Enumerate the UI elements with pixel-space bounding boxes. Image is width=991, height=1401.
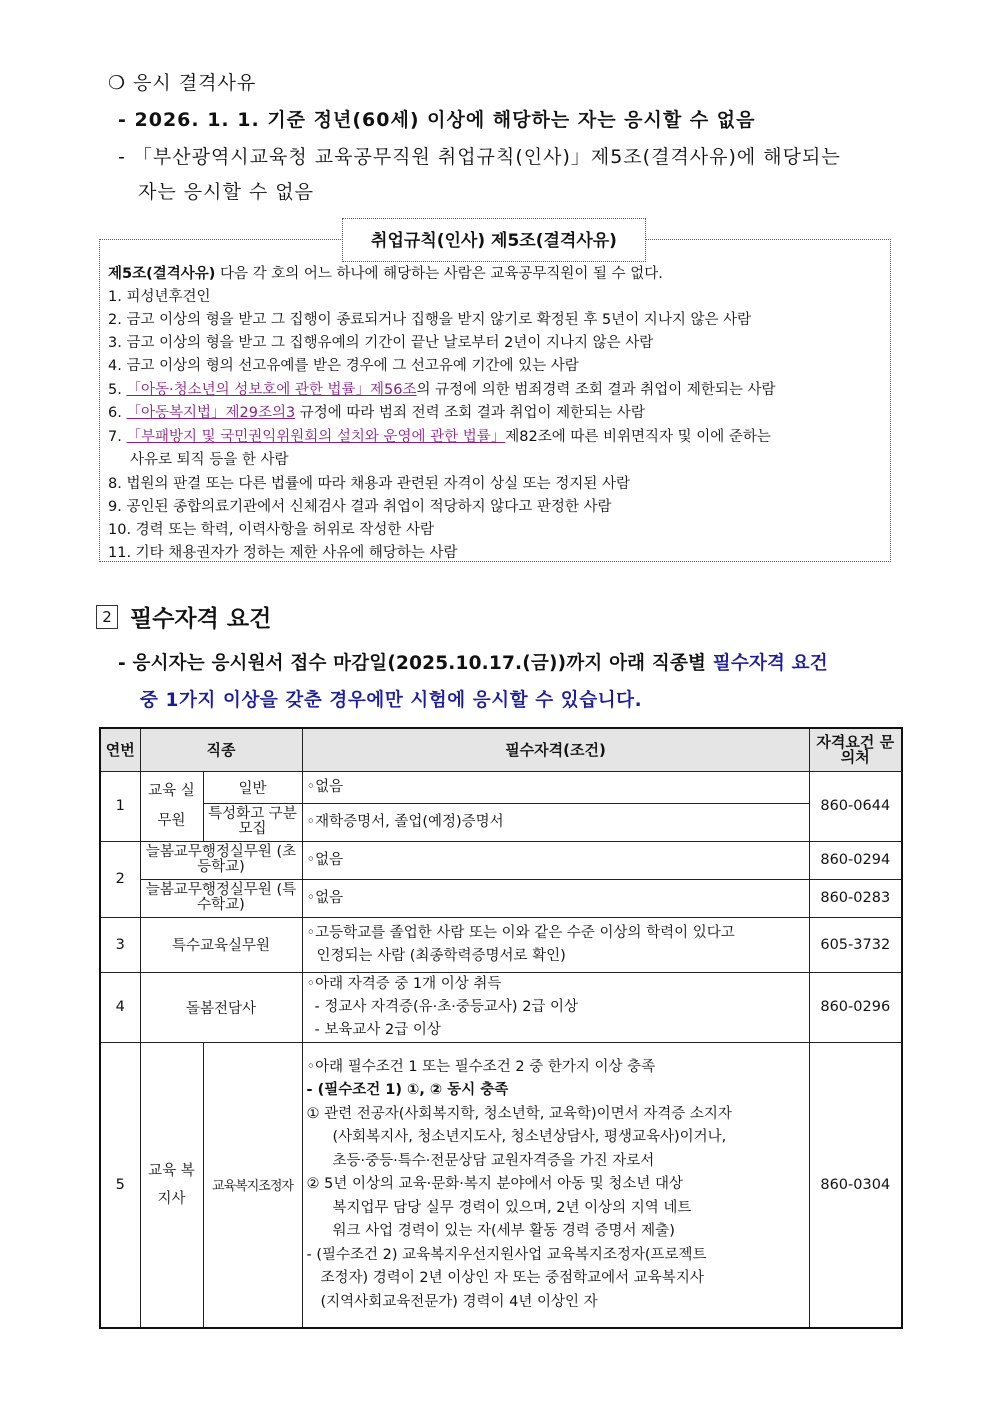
section-desc-a-text: - 응시자는 응시원서 접수 마감일(2025.10.17.(금))까지 아래 직종별	[118, 653, 713, 674]
requirements-table	[99, 727, 903, 1329]
row-req: ◦없음	[302, 771, 809, 803]
table-row	[100, 879, 902, 917]
rule-box-title: 취업규칙(인사) 제5조(결격사유)	[342, 218, 646, 262]
row-no: 4	[100, 972, 140, 1042]
rule-item-5-num: 5.	[108, 382, 127, 398]
row-contact: 605-3732	[809, 917, 902, 972]
rule-item-7	[108, 425, 771, 446]
table-row	[100, 1042, 902, 1328]
rule-item: 4. 금고 이상의 형의 선고유예를 받은 경우에 그 선고유예 기간에 있는 사람	[108, 358, 579, 374]
row-req-line: - (필수조건 1) ①, ② 동시 충족	[306, 1082, 509, 1098]
table-row	[100, 803, 902, 841]
section-number-box: 2	[96, 605, 118, 629]
row-req-line: ◦고등학교를 졸업한 사람 또는 이와 같은 수준 이상의 학력이 있다고	[306, 924, 735, 941]
header-job: 직종	[140, 728, 302, 771]
law-link-child-welfare[interactable]: 「아동복지법」제29조의3	[126, 405, 296, 421]
row-job: 특수교육실무원	[140, 917, 302, 972]
rule-item: 11. 기타 채용권자가 정하는 제한 사유에 해당하는 사람	[108, 545, 458, 561]
row-sub: 특성화고 구분 모집	[203, 803, 302, 841]
header-no: 연번	[100, 728, 140, 771]
row-req-line: ① 관련 전공자(사회복지학, 청소년학, 교육학)이면서 자격증 소지자	[306, 1105, 732, 1122]
rule-item: 1. 피성년후견인	[108, 289, 211, 305]
row-group: 교육 복지사	[140, 1042, 203, 1328]
rule-item-7-num: 7.	[108, 429, 127, 445]
row-req	[302, 1042, 809, 1328]
rule-item-6	[108, 401, 645, 422]
row-req: ◦없음	[302, 841, 809, 879]
row-job: 돌봄전담사	[140, 972, 302, 1042]
section-desc-b: 중 1가지 이상을 갖춘 경우에만 시험에 응시할 수 있습니다.	[140, 690, 643, 711]
row-no: 3	[100, 917, 140, 972]
rule-lead	[108, 262, 663, 283]
row-req-line: 복지업무 담당 실무 경력이 있으며, 2년 이상의 지역 네트	[332, 1199, 692, 1216]
disqualify-heading: ❍ 응시 결격사유	[108, 72, 257, 94]
header-contact: 자격요건 문의처	[809, 728, 902, 771]
row-req-line: - (필수조건 2) 교육복지우선지원사업 교육복지조정자(프로젝트	[306, 1246, 707, 1263]
disqualify-item-age: - 2026. 1. 1. 기준 정년(60세) 이상에 해당하는 자는 응시할 수 없음	[118, 109, 756, 131]
law-link-anti-corruption[interactable]: 「부패방지 및 국민권익위원회의 설치와 운영에 관한 법률」	[126, 429, 506, 445]
row-no: 1	[100, 771, 140, 841]
row-req-line: - 보육교사 2급 이상	[314, 1021, 441, 1038]
row-job: 늘봄교무행정실무원 (특수학교)	[140, 879, 302, 917]
row-req-line: (지역사회교육전문가) 경력이 4년 이상인 자	[320, 1293, 598, 1310]
row-req: ◦없음	[302, 879, 809, 917]
row-no: 5	[100, 1042, 140, 1328]
row-req-line: 조정자) 경력이 2년 이상인 자 또는 중점학교에서 교육복지사	[320, 1270, 704, 1286]
table-row	[100, 771, 902, 803]
rule-item-6-text: 규정에 따라 범죄 전력 조회 결과 취업이 제한되는 사람	[295, 405, 645, 421]
header-req: 필수자격(조건)	[302, 728, 809, 771]
row-contact: 860-0296	[809, 972, 902, 1042]
row-req-line: 초등·중등·특수·전문상담 교원자격증을 가진 자로서	[332, 1152, 655, 1169]
row-no: 2	[100, 841, 140, 917]
rule-item: 9. 공인된 종합의료기관에서 신체검사 결과 취업이 적당하지 않다고 판정한 사람	[108, 499, 612, 515]
row-req	[302, 917, 809, 972]
rule-item-6-num: 6.	[108, 405, 127, 421]
table-header-row	[100, 728, 902, 771]
law-link-youth-protection[interactable]: 「아동·청소년의 성보호에 관한 법률」제56조	[126, 382, 417, 398]
rule-item-5-text: 의 규정에 의한 범죄경력 조회 결과 취업이 제한되는 사람	[416, 382, 776, 398]
rule-item: 2. 금고 이상의 형을 받고 그 집행이 종료되거나 집행을 받지 않기로 확정된 후 5년이 지나지 않은 사람	[108, 312, 752, 328]
rule-item-7-cont: 사유로 퇴직 등을 한 사람	[130, 452, 289, 468]
section-desc-a-highlight: 필수자격 요건	[712, 653, 828, 674]
row-req-line: ◦아래 필수조건 1 또는 필수조건 2 중 한가지 이상 충족	[306, 1058, 656, 1075]
row-contact: 860-0294	[809, 841, 902, 879]
row-req: ◦재학증명서, 졸업(예정)증명서	[302, 803, 809, 841]
row-sub: 일반	[203, 771, 302, 803]
disqualify-item-rule-b: 자는 응시할 수 없음	[138, 181, 314, 203]
table-row	[100, 917, 902, 972]
row-contact: 860-0304	[809, 1042, 902, 1328]
row-job: 교육복지조정자	[203, 1042, 302, 1328]
row-group: 교육 실무원	[140, 771, 203, 841]
row-req	[302, 972, 809, 1042]
rule-item-5	[108, 378, 776, 399]
row-contact: 860-0283	[809, 879, 902, 917]
row-req-line: 인정되는 사람 (최종학력증명서로 확인)	[316, 947, 566, 964]
rule-item-7-text: 제82조에 따른 비위면직자 및 이에 준하는	[505, 429, 771, 445]
rule-lead-article: 제5조(결격사유)	[108, 266, 216, 282]
row-req-line: - 정교사 자격증(유·초·중등교사) 2급 이상	[314, 998, 579, 1015]
row-req-line: ◦아래 자격증 중 1개 이상 취득	[306, 975, 502, 992]
section-title: 필수자격 요건	[130, 606, 272, 632]
rule-lead-text: 다음 각 호의 어느 하나에 해당하는 사람은 교육공무직원이 될 수 없다.	[215, 266, 663, 282]
rule-item: 10. 경력 또는 학력, 이력사항을 허위로 작성한 사람	[108, 522, 435, 538]
row-req-line: 워크 사업 경력이 있는 자(세부 활동 경력 증명서 제출)	[332, 1223, 675, 1239]
row-job: 늘봄교무행정실무원 (초등학교)	[140, 841, 302, 879]
disqualify-item-rule-a: - 「부산광역시교육청 교육공무직원 취업규칙(인사)」제5조(결격사유)에 해당되는	[118, 146, 841, 168]
row-req-line: ② 5년 이상의 교육·문화·복지 분야에서 아동 및 청소년 대상	[306, 1176, 683, 1192]
section-desc-a	[118, 649, 828, 675]
row-contact: 860-0644	[809, 771, 902, 841]
table-row	[100, 972, 902, 1042]
rule-item: 8. 법원의 판결 또는 다른 법률에 따라 채용과 관련된 자격이 상실 또는 정지된 사람	[108, 476, 630, 492]
rule-item: 3. 금고 이상의 형을 받고 그 집행유예의 기간이 끝난 날로부터 2년이 지나지 않은 사람	[108, 335, 654, 351]
table-row	[100, 841, 902, 879]
row-req-line: (사회복지사, 청소년지도사, 청소년상담사, 평생교육사)이거나,	[332, 1129, 727, 1145]
